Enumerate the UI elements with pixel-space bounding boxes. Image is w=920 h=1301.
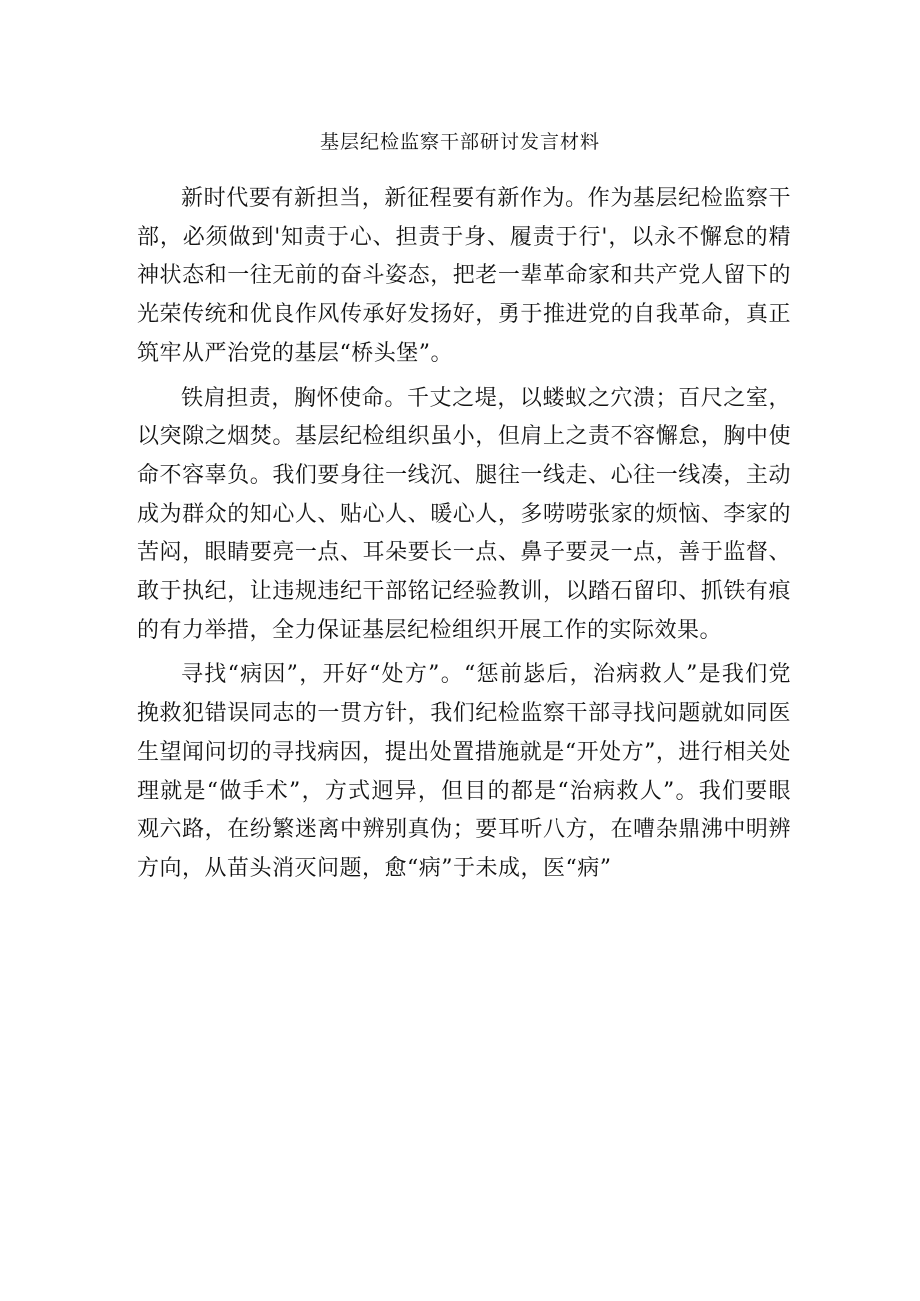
paragraph-3: 寻找“病因”，开好“处方”。“惩前毖后，治病救人”是我们党挽救犯错误同志的一贯方针，我们纪检监察干部寻找问题就如同医生望闻问切的寻找病因，提出处置措施就是“开处方”，进行相关处理就是“做手术”，方式迥异，但目的都是“治病救人”。我们要眼观六路，在纷繁迷离中辨别真伪；要耳听八方，在嘈杂鼎沸中明辨方向，从苗头消灭问题，愈“病”于未成，医“病” (137, 662, 791, 881)
document-title: 基层纪检监察干部研讨发言材料 (319, 131, 600, 153)
document-body (137, 180, 791, 895)
paragraph-1: 新时代要有新担当，新征程要有新作为。作为基层纪检监察干部，必须做到'知责于心、担责于身、履责于行'，以永不懈怠的精神状态和一往无前的奋斗姿态，把老一辈革命家和共产党人留下的光荣传统和优良作风传承好发扬好，勇于推进党的自我革命，真正筑牢从严治党的基层“桥头堡”。 (137, 186, 791, 366)
paragraph-2: 铁肩担责，胸怀使命。千丈之堤，以蝼蚁之穴溃；百尺之室，以突隙之烟焚。基层纪检组织虽小，但肩上之责不容懈怠，胸中使命不容辜负。我们要身往一线沉、腿往一线走、心往一线凑，主动成为群众的知心人、贴心人、暖心人，多唠唠张家的烦恼、李家的苦闷，眼睛要亮一点、耳朵要长一点、鼻子要灵一点，善于监督、敢于执纪，让违规违纪干部铭记经验教训，以踏石留印、抓铁有痕的有力举措，全力保证基层纪检组织开展工作的实际效果。 (137, 385, 791, 643)
